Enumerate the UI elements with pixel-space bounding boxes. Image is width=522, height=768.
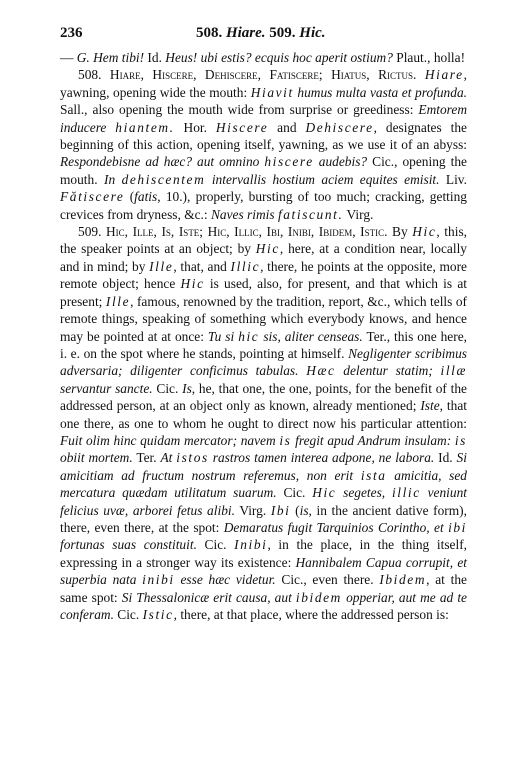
text-run: rastros tamen interea adpone, ne labora. [212,450,435,466]
text-run: inibi [142,572,175,588]
text-run: Fătiscere [60,189,125,205]
text-run: hic [238,328,260,344]
page-header [60,24,467,42]
text-run: Respondebisne ad hæc? aut omnino [60,154,260,170]
text-run [353,468,361,483]
text-run: , there, he points at the opposite, more remote object; hence [60,258,468,292]
text-run: fatiscunt. [277,206,344,222]
text-run: obiit mortem. [60,450,133,466]
text-run: , this, the speaker points at an object; by [60,224,468,257]
text-run: Illic [230,258,261,274]
text-run: In [104,171,116,187]
text-run: Heus! ubi estis? ecquis hoc aperit ostium? [165,50,393,65]
text-run: illæ [440,363,468,379]
text-run: Cic. [152,380,183,396]
text-run: intervallis hostium aciem equites emisit. [211,171,440,187]
text-run: Hiare [424,67,464,83]
text-run: Liv. [439,171,467,187]
text-run: Inibi [234,537,268,553]
text-run: Cic., even there. [275,572,380,588]
text-run: Cic. [196,537,235,553]
text-run: is used, also, for present, and that which is at present; [60,276,467,309]
text-run [106,120,115,135]
text-run: veniunt felicius uvæ, arborei fetus alibi. [60,485,467,518]
text-run: 508. [78,67,110,83]
text-run: ( [290,502,300,518]
text-run: Hic [180,276,205,292]
paragraph [60,223,467,623]
text-run: ( [124,189,135,205]
text-run: Negligenter scribimus adversaria; diligenter conficimus tabulas. [60,345,467,379]
text-run: Istic [142,607,174,622]
text-run: , in the ancient dative form), there, even there, at the spot: [60,502,467,535]
text-run: Hæc [306,363,336,379]
text-run: Hic [412,224,437,240]
text-run: humus multa vasta et profunda. [297,84,467,100]
text-run: Demaratus fugit Tarquinios Corintho, et [223,519,444,535]
text-run: amicitia, sed mercatura quædam utilitatum suarum. [60,467,468,501]
text-run: Ille [149,258,174,274]
text-run: , yawning, opening wide the mouth: [60,67,467,100]
text-run: — [60,50,77,65]
paragraph [60,66,467,223]
text-run: ibidem [295,589,342,605]
body-text [60,49,467,623]
text-run: Si Thessalonicæ erit causa, aut [121,589,292,605]
text-run: 509. [78,224,107,240]
text-run: Cic. [276,485,313,501]
text-run: servantur sancte. [60,380,153,396]
text-run: , famous, renowned by the tradition, report, &c., which tells of remote things, speaking of something which everybody knows, and hence may be pointed at at once: [60,293,467,344]
text-run: Id. [434,450,457,466]
text-run: opperiar, aut me ad te conferam. [60,589,467,622]
text-run: By [387,224,413,240]
paragraph [60,49,467,66]
text-run: Ter., this one here, i. e. on the spot where he stands, pointing at himself. [60,328,467,361]
text-run: G. Hem tibi! [76,50,145,65]
text-run: , that, and [173,258,231,274]
text-run: , that one there, as one to whom he ought to direct now his particular attention: [60,398,468,431]
page-number: 236 [60,25,83,41]
text-run: hiscere [264,154,314,170]
text-run: Tu si [207,328,235,344]
text-run: Si amicitiam ad fructum nostrum referemus, non erit [60,450,467,483]
text-run: Hiscere [215,119,269,135]
text-run: , at the same spot: [60,572,467,605]
text-run: Ille [105,293,131,309]
text-run: Hic [312,485,337,501]
text-run: sis, aliter censeas. [263,328,363,344]
text-run: illic [391,485,421,501]
text-run: Cic., opening the mouth. [60,154,467,187]
text-run: Virg. [343,206,374,222]
text-run: Hor. [174,119,216,135]
text-run [433,363,441,378]
text-run: fatis [134,189,158,205]
text-run: , in the place, in the thing itself, expressing in a stronger way its existence: [60,537,468,570]
text-run: , there, at that place, where the addressed person is: [173,607,449,622]
running-head: 508. Hiare. 509. Hic. [195,25,326,41]
text-run: is [299,502,309,518]
text-run: , 10.), properly, bursting of too much; cracking, getting crevices from dryness, &c.: [60,189,467,222]
text-run: Id. [144,50,166,65]
text-run [385,485,392,500]
text-run: Hic [255,241,280,257]
text-run: Plaut., holla! [392,50,466,65]
text-run: hiantem. [115,119,175,135]
text-run: esse hæc videtur. [180,572,276,588]
text-run: Ibi [270,502,291,518]
text-run: Hic, Ille, Is, Iste; Hic, Illic, Ibi, Inibi, Ibidem, Istic. [106,224,388,240]
text-run [421,485,428,500]
text-run: ibi [448,519,467,535]
text-run: fregit apud Andrum insulam: [295,432,452,448]
text-run: Dehiscere [305,119,374,135]
text-run: and [268,119,306,135]
text-run: ista [360,467,387,483]
text-run: Hiavit [250,84,294,100]
text-run: , he, that one, the one, points, for the benefit of the addressed person, at an object only as known, already mentioned; [60,380,467,414]
text-run: , here, at a condition near, locally and in mind; by [60,241,467,274]
text-run: Hiare, Hiscere, Dehiscere, Fatiscere; Hiatus, Rictus. [109,67,417,83]
text-run: fortunas suas constituit. [60,537,197,553]
text-run: Hannibalem Capua corrupit, et superbia nata [60,554,467,588]
text-run: Iste [420,398,440,414]
text-run: Ibidem [379,572,427,588]
text-run: Emtorem inducere [60,102,467,135]
text-run: Virg. [234,502,271,518]
text-run [416,67,425,82]
text-run: Fuit olim hinc quidam mercator; navem [60,432,276,448]
text-run: istos [176,450,209,466]
text-run: Is [182,380,192,396]
text-run: At [160,450,173,466]
text-run: is [279,432,292,448]
text-run: delentur statim; [343,363,433,379]
text-run: audebis? [318,154,368,170]
text-run: segetes, [343,485,386,501]
text-run: Ter. [132,450,161,466]
text-run: Cic. [113,607,143,622]
text-run: , designates the beginning of this action, opening itself, yawning, as we use it of an abyss: [60,119,467,153]
text-run: Sall., also opening the mouth wide from surprise or greediness: [60,102,419,118]
text-run: is [454,432,467,448]
text-run: dehiscentem [121,171,206,187]
text-run: Naves rimis [210,206,275,222]
